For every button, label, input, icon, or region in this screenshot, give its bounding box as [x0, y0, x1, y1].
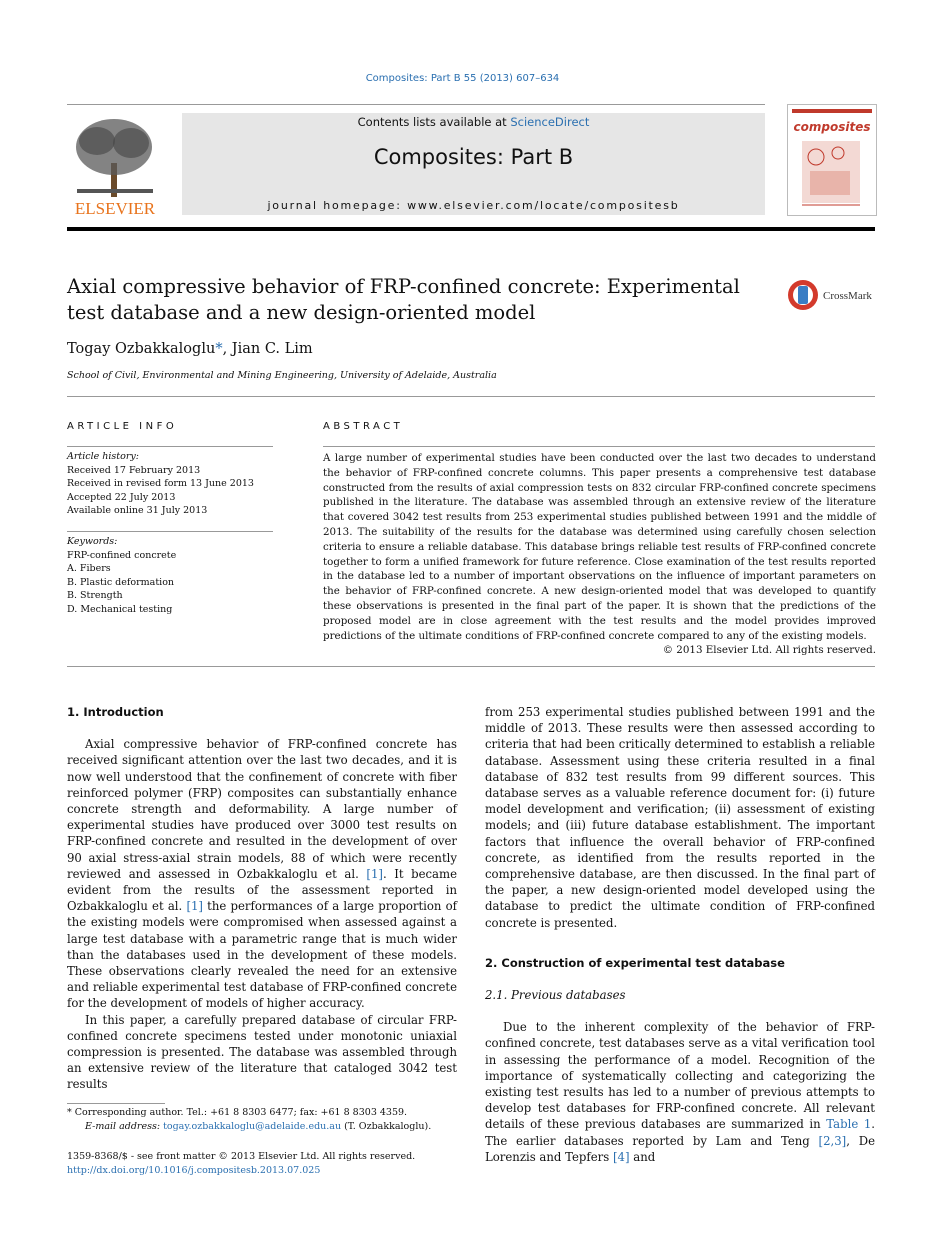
header-thick-rule — [67, 227, 875, 231]
intro-paragraph-2: In this paper, a carefully prepared database of circular FRP-confined concrete specimens tested under monotonic uniaxial compression is presented. The database was assembled through an extensive review of the literature that cataloged 3042 test results — [67, 1012, 457, 1092]
elsevier-tree-icon — [67, 113, 163, 217]
author-list — [67, 341, 313, 357]
publisher-name: ELSEVIER — [74, 199, 156, 217]
journal-citation[interactable]: Composites: Part B 55 (2013) 607–634 — [365, 73, 560, 84]
journal-cover[interactable] — [787, 104, 877, 216]
intro-paragraph-2-continued: from 253 experimental studies published between 1991 and the middle of 2013. These results were then assessed according to criteria that had been critically determined to establish a reliable database. Assessment using these criteria resulted in a final database of 832 test results from 99 different sources. This database serves as a valuable reference document for: (i) future model development and verification; (ii) assessment of existing models; and (iii) future database establishment. The important factors that influence the overall behavior of FRP-confined concrete, as identified from the results reported in the comprehensive database, are then discussed. In the final part of the paper, a new design-oriented model developed using the database to predict the ultimate condition of FRP-confined concrete is presented. — [485, 705, 875, 930]
reference-link[interactable]: [1] — [366, 866, 383, 881]
journal-cover-image — [788, 105, 876, 215]
intro-text-b: . It became evident from the results of the assessment reported in Ozbakkaloglu et al. — [67, 866, 458, 914]
crossmark-label: CrossMark — [823, 290, 872, 302]
contents-prefix: Contents lists available at — [357, 115, 511, 129]
abstract-copyright: © 2013 Elsevier Ltd. All rights reserved. — [662, 644, 876, 657]
issn-line: 1359-8368/$ - see front matter © 2013 Elsevier Ltd. All rights reserved. — [67, 1151, 416, 1162]
email-label: E-mail address: — [85, 1121, 164, 1132]
article-title: Axial compressive behavior of FRP-confined concrete: Experimental test database and a new design-oriented model — [67, 275, 740, 324]
journal-name: Composites: Part B — [373, 145, 574, 169]
received-date: Received 17 February 2013 — [67, 464, 201, 476]
abstract-rule — [323, 446, 875, 447]
intro-text-c: the performances of a large proportion of the existing models were compromised when assessed against a large test database with a parametric range that is much wider than the databases used in the development of these models. These observations clearly revealed the need for an extensive and reliable experimental test database of FRP-confined concrete for the development of models of higher accuracy. — [67, 899, 457, 1011]
abstract-text: A large number of experimental studies have been conducted over the last two decades to understand the behavior of FRP-confined concrete columns. This paper presents a comprehensive test database constructed from the results of axial compression tests on 832 circular FRP-confined concrete specimens published in the literature. The database was assembled through an extensive review of the literature that covered 3042 test results from 253 experimental studies published between 1991 and the middle of 2013. The suitability of the results for the database was determined using carefully chosen selection criteria to ensure a reliable database. This database brings reliable test results of FRP-confined concrete together to form a unified framework for future reference. Close examination of the test results reported in the database led to a number of important observations on the influence of important parameters on the behavior of FRP-confined concrete. A new design-oriented model that was developed to quantify these observations is presented in the final part of the paper. It is shown that the predictions of the proposed model are in close agreement with the test results and the model provides improved predictions of the ultimate conditions of FRP-confined concrete compared to any of the existing models. — [323, 452, 876, 642]
prev-db-text-a: Due to the inherent complexity of the behavior of FRP-confined concrete, test databases serve as a vital verification tool in assessing the performance of a model. Recognition of the importance of systematically collecting and categorizing the existing test results has led to a number of previous attempts to develop test databases for FRP-confined concrete. All relevant details of these previous databases are summarized in — [485, 1020, 875, 1132]
prev-db-text-b: . The earlier databases reported by Lam and Teng — [485, 1117, 875, 1148]
front-matter — [67, 1150, 415, 1177]
corresponding-author-note: * Corresponding author. Tel.: +61 8 8303 6477; fax: +61 8 8303 4359. — [67, 1107, 408, 1118]
reference-link[interactable]: [1] — [186, 899, 203, 914]
article-history — [67, 450, 254, 518]
footnote-rule — [67, 1103, 165, 1104]
footnote — [67, 1106, 457, 1134]
crossmark-button[interactable] — [787, 279, 877, 311]
prev-db-text-c: , De Lorenzis and Tepfers — [485, 1133, 875, 1164]
author-1[interactable]: Togay Ozbakkaloglu — [67, 341, 216, 357]
doi-link[interactable]: http://dx.doi.org/10.1016/j.compositesb.2013.07.025 — [67, 1164, 321, 1176]
email-link[interactable]: togay.ozbakkaloglu@adelaide.edu.au — [163, 1121, 342, 1132]
article-info-rule — [67, 446, 273, 447]
header-rule — [67, 104, 765, 105]
accepted-date: Accepted 22 July 2013 — [67, 491, 176, 503]
journal-homepage — [182, 199, 765, 212]
abstract-heading: ABSTRACT — [323, 421, 404, 432]
sciencedirect-link[interactable]: ScienceDirect — [510, 115, 590, 129]
body-right-column — [485, 704, 875, 1165]
elsevier-logo — [67, 113, 163, 217]
section-2-1-paragraph — [485, 1019, 875, 1165]
body-left-column — [67, 704, 457, 1093]
email-line — [67, 1120, 457, 1134]
keywords-list — [67, 535, 176, 616]
keyword-item[interactable]: D. Mechanical testing — [67, 603, 173, 615]
article-info-heading: ARTICLE INFO — [67, 421, 178, 432]
online-date: Available online 31 July 2013 — [67, 505, 208, 516]
table-1-link[interactable]: Table 1 — [826, 1117, 872, 1132]
intro-paragraph-1 — [67, 736, 457, 1011]
keywords-label: Keywords: — [67, 536, 118, 547]
author-2[interactable]: , Jian C. Lim — [222, 341, 313, 357]
history-label: Article history: — [67, 451, 139, 462]
section-2-1-heading: 2.1. Previous databases — [485, 988, 626, 1003]
crossmark-icon — [787, 279, 877, 311]
keyword-item[interactable]: A. Fibers — [67, 563, 111, 574]
keyword-item[interactable]: B. Plastic deformation — [67, 576, 175, 588]
journal-banner — [182, 113, 765, 215]
cover-title: composites — [793, 120, 871, 134]
info-rule — [67, 396, 875, 397]
contents-line — [182, 115, 765, 129]
section-2-heading: 2. Construction of experimental test database — [485, 955, 785, 970]
keyword-item[interactable]: FRP-confined concrete — [67, 549, 177, 561]
homepage-prefix: journal homepage: — [267, 199, 408, 212]
revised-date: Received in revised form 13 June 2013 — [67, 478, 254, 489]
affiliation: School of Civil, Environmental and Mining Engineering, University of Adelaide, Australia — [67, 370, 497, 381]
keyword-item[interactable]: B. Strength — [67, 590, 123, 601]
corresponding-mark[interactable]: * — [215, 341, 223, 357]
abstract-section — [323, 451, 876, 658]
homepage-url[interactable]: www.elsevier.com/locate/compositesb — [407, 199, 680, 212]
section-1-heading: 1. Introduction — [67, 705, 164, 719]
reference-link[interactable]: [2,3] — [818, 1133, 847, 1148]
abstract-bottom-rule — [67, 666, 875, 667]
intro-text-a: Axial compressive behavior of FRP-confined concrete has received significant attention over the last two decades, and it is now well understood that the confinement of concrete with fiber reinforced polymer (FRP) composites can substantially enhance concrete strength and deformability. A large number of experimental studies have produced over 3000 test results on FRP-confined concrete and resulted in the development of over 90 axial stress-axial strain models, 88 of which were recently reviewed and assessed in Ozbakkaloglu et al. — [67, 737, 457, 881]
prev-db-text-d: and — [629, 1149, 656, 1164]
reference-link[interactable]: [4] — [612, 1149, 630, 1164]
keywords-rule — [67, 531, 273, 532]
email-suffix: (T. Ozbakkaloglu). — [341, 1121, 432, 1132]
